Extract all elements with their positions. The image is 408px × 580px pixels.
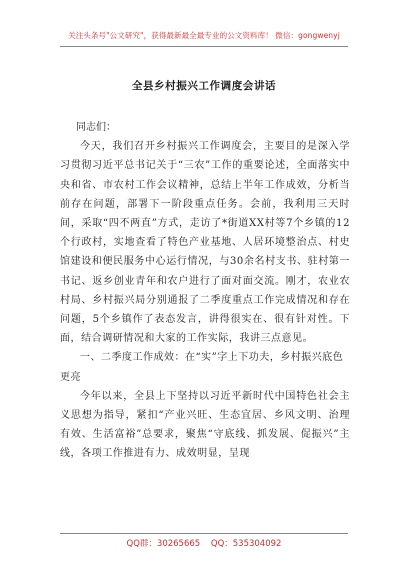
footer-contact xyxy=(0,537,408,549)
header-divider xyxy=(60,46,348,47)
header-promo-note: 关注头条号"公文研究"，获得最新最全最专业的公文资料库！ 微信：gongwenyj xyxy=(68,31,340,40)
body-paragraph-last: 今年以来，全县上下坚持以习近平新时代中国特色社会主义思想为指导，紧扣“产业兴旺、生态宜居、乡风文明、治理有效、生活富裕”总要求，聚焦“守底线、抓发展、促振兴”主线，各项工作推进有力、成效明显，呈现 xyxy=(60,390,350,460)
salutation: 同志们： xyxy=(76,122,116,133)
footer-qq-group: QQ群：30265665 xyxy=(126,539,201,549)
section-heading: 一、二季度工作成效：在“实”字上下功夫，乡村振兴底色更亮 xyxy=(60,352,344,383)
footer-qq: QQ：535304092 xyxy=(210,539,282,549)
document-title: 全县乡村振兴工作调度会讲话 xyxy=(131,80,277,92)
footer-divider xyxy=(60,533,348,534)
body-paragraph: 今天，我们召开乡村振兴工作调度会，主要目的是深入学习贯彻习近平总书记关于“三农”工作的重要论述，全面落实中央和省、市农村工作会议精神，总结上半年工作成效，分析当前存在问题，部署下一阶段重点任务。会前，我利用三天时间，采取“四不两直”方式，走访了*街道XX村等7个乡镇的12个行政村，实地查看了特色产业基地、人居环境整治点、村史馆建设和便民服务中心运行情况，与30余名村支书、驻村第一书记、返乡创业青年和农户进行了面对面交流。刚才，农业农村局、乡村振兴局分别通报了二季度重点工作完成情况和存在问题，5个乡镇作了表态发言，讲得很实在、很有针对性。下面，结合调研情况和大家的工作实际，我讲三点意见。 xyxy=(60,141,350,345)
document-body xyxy=(60,118,350,464)
